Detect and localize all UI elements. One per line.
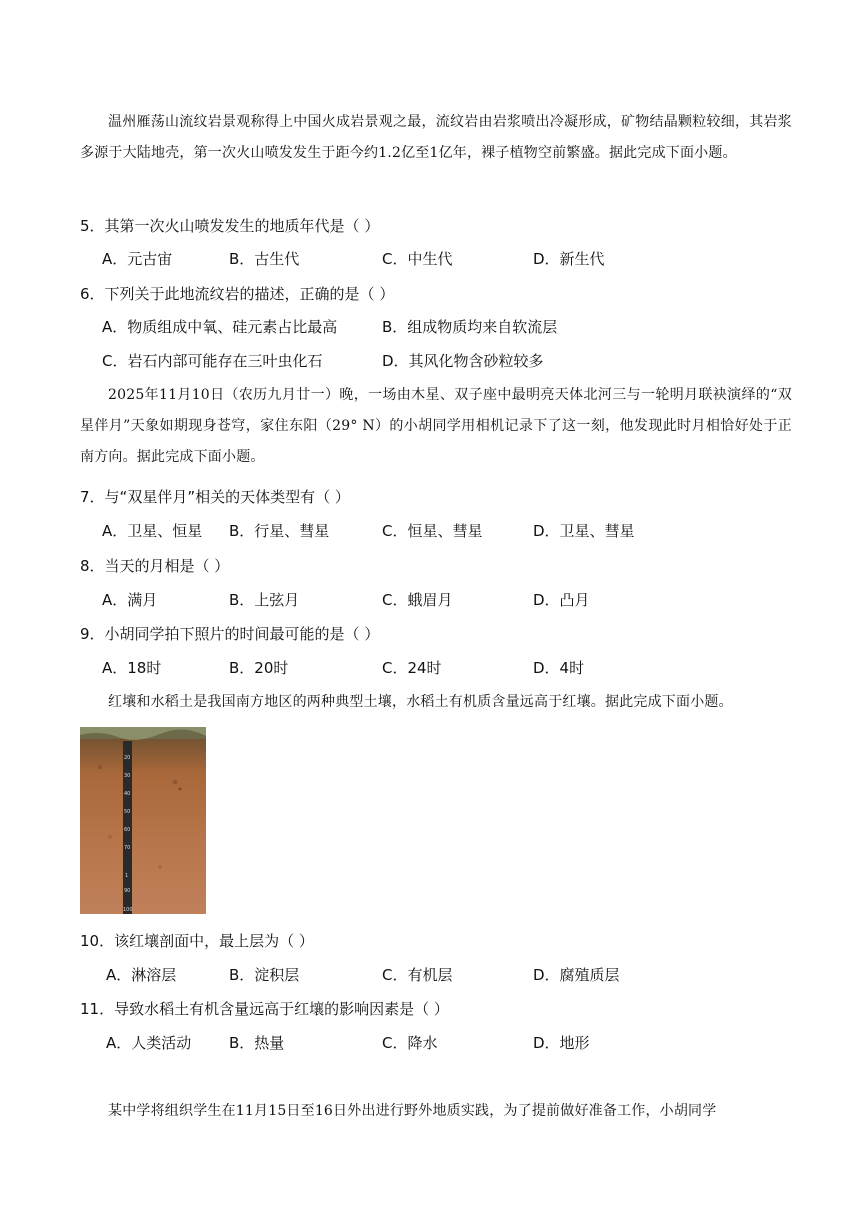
- q5-option-d: D．新生代: [533, 250, 605, 268]
- q9-option-a: A．18时: [102, 659, 162, 677]
- scale-label-70: 70: [124, 845, 131, 851]
- question-6-stem: 6．下列关于此地流纹岩的描述，正确的是（ ）: [80, 285, 395, 303]
- q10-option-d: D．腐殖质层: [533, 966, 620, 984]
- q9-option-b: B．20时: [229, 659, 289, 677]
- scale-label-100: 100: [123, 907, 133, 913]
- q10-option-a: A．淋溶层: [106, 966, 177, 984]
- scale-label-90: 90: [124, 888, 131, 894]
- q6-option-d: D．其风化物含砂粒较多: [382, 352, 544, 370]
- q7-option-b: B．行星、彗星: [229, 522, 330, 540]
- scale-label-60: 60: [124, 827, 131, 833]
- q6-option-b: B．组成物质均来自软流层: [382, 318, 558, 336]
- passage-field-trip: 某中学将组织学生在11月15日至16日外出进行野外地质实践，为了提前做好准备工作，小胡同学: [108, 1103, 717, 1119]
- q10-option-c: C．有机层: [382, 966, 453, 984]
- scale-label-50: 50: [124, 809, 131, 815]
- q7-option-d: D．卫星、彗星: [533, 522, 635, 540]
- question-9-stem: 9．小胡同学拍下照片的时间最可能的是（ ）: [80, 625, 380, 643]
- question-11-stem: 11．导致水稻土有机含量远高于红壤的影响因素是（ ）: [80, 1000, 449, 1018]
- q11-option-a: A．人类活动: [106, 1034, 192, 1052]
- q11-option-b: B．热量: [229, 1034, 285, 1052]
- q6-option-c: C．岩石内部可能存在三叶虫化石: [102, 352, 323, 370]
- q11-option-c: C．降水: [382, 1034, 438, 1052]
- passage-twin-stars-moon: 2025年11月10日（农历九月廿一）晚，一场由木星、双子座中最明亮天体北河三与一轮明月联袂演绎的“双星伴月”天象如期现身苍穹，家住东阳（29° N）的小胡同学用相机记录下了这一刻，他发现此时月相恰好处于正南方向。据此完成下面小题。: [80, 387, 792, 465]
- q8-option-d: D．凸月: [533, 591, 590, 609]
- q9-option-c: C．24时: [382, 659, 442, 677]
- q8-option-a: A．满月: [102, 591, 158, 609]
- q8-option-b: B．上弦月: [229, 591, 300, 609]
- q5-option-c: C．中生代: [382, 250, 453, 268]
- q8-option-c: C．蛾眉月: [382, 591, 453, 609]
- scale-label-1: 1: [125, 873, 129, 879]
- red-soil-profile-photo: [80, 727, 206, 914]
- q5-option-b: B．古生代: [229, 250, 300, 268]
- q7-option-a: A．卫星、恒星: [102, 522, 203, 540]
- q5-option-a: A．元古宙: [102, 250, 173, 268]
- passage-rhyolite: 温州雁荡山流纹岩景观称得上中国火成岩景观之最，流纹岩由岩浆喷出冷凝形成，矿物结晶颗粒较细，其岩浆多源于大陆地壳，第一次火山喷发发生于距今约1.2亿至1亿年，裸子植物空前繁盛。据此完成下面小题。: [80, 114, 792, 161]
- q7-option-c: C．恒星、彗星: [382, 522, 483, 540]
- q10-option-b: B．淀积层: [229, 966, 300, 984]
- passage-soil: 红壤和水稻土是我国南方地区的两种典型土壤，水稻土有机质含量远高于红壤。据此完成下面小题。: [108, 694, 733, 710]
- question-8-stem: 8．当天的月相是（ ）: [80, 557, 230, 575]
- q11-option-d: D．地形: [533, 1034, 590, 1052]
- scale-label-40: 40: [124, 791, 131, 797]
- q6-option-a: A．物质组成中氧、硅元素占比最高: [102, 318, 338, 336]
- question-10-stem: 10．该红壤剖面中，最上层为（ ）: [80, 932, 314, 950]
- scale-label-20: 20: [124, 755, 131, 761]
- question-7-stem: 7．与“双星伴月”相关的天体类型有（ ）: [80, 488, 350, 506]
- scale-label-30: 30: [124, 773, 131, 779]
- question-5-stem: 5．其第一次火山喷发发生的地质年代是（ ）: [80, 217, 380, 235]
- q9-option-d: D．4时: [533, 659, 585, 677]
